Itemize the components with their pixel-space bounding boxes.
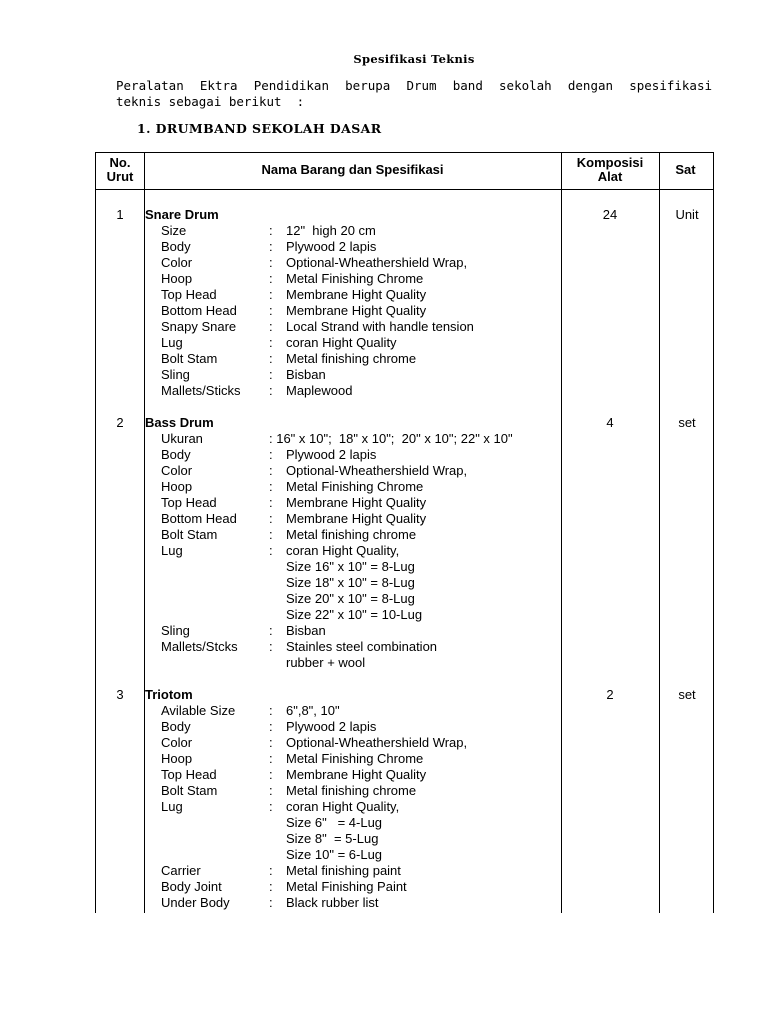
spec-row xyxy=(161,447,561,463)
spec-row xyxy=(161,223,561,239)
spec-row xyxy=(161,543,561,559)
spec-colon: : xyxy=(269,287,273,302)
spec-row xyxy=(161,479,561,495)
spec-row xyxy=(161,735,561,751)
header-no-line1: No. xyxy=(109,155,131,170)
header-no-line2: Urut xyxy=(106,169,134,184)
spec-row xyxy=(161,831,561,847)
spec-key: Color xyxy=(161,255,193,270)
spec-key: Under Body xyxy=(161,895,230,910)
spec-row xyxy=(161,895,561,911)
spec-key: Sling xyxy=(161,367,190,382)
spec-row xyxy=(161,879,561,895)
spec-colon: : xyxy=(269,495,273,510)
spec-row xyxy=(161,559,561,575)
spec-value: Metal finishing chrome xyxy=(286,783,417,798)
item-name: Bass Drum xyxy=(145,415,214,430)
spec-key: Avilable Size xyxy=(161,703,236,718)
spec-value: coran Hight Quality, xyxy=(286,799,400,814)
spec-key: Top Head xyxy=(161,495,217,510)
spec-value: Local Strand with handle tension xyxy=(286,319,474,334)
spec-row xyxy=(161,783,561,799)
spec-value: Plywood 2 lapis xyxy=(286,447,377,462)
spec-value: 6",8", 10" xyxy=(286,703,340,718)
spec-key: Hoop xyxy=(161,479,193,494)
spec-colon: : xyxy=(269,255,273,270)
spec-key: Bottom Head xyxy=(161,511,237,526)
spec-colon: : xyxy=(269,527,273,542)
spec-colon: : xyxy=(269,783,273,798)
spec-key: Hoop xyxy=(161,271,193,286)
spec-value: Membrane Hight Quality xyxy=(286,511,427,526)
spec-value: Size 6" = 4-Lug xyxy=(286,815,383,830)
spec-row xyxy=(161,655,561,671)
spec-row xyxy=(161,575,561,591)
document-title: Spesifikasi Teknis xyxy=(353,52,475,66)
spec-key: Snapy Snare xyxy=(161,319,237,334)
spec-key: Body xyxy=(161,239,191,254)
spec-value: Membrane Hight Quality xyxy=(286,303,427,318)
spec-value: Size 16" x 10" = 8-Lug xyxy=(286,559,415,574)
spec-row xyxy=(161,863,561,879)
spec-colon: : xyxy=(269,335,273,350)
spec-value: rubber + wool xyxy=(286,655,366,670)
spec-table xyxy=(95,152,714,913)
spec-row xyxy=(161,463,561,479)
header-komposisi-line2: Alat xyxy=(597,169,623,184)
spec-row xyxy=(161,767,561,783)
spec-row xyxy=(161,287,561,303)
spec-value: Size 18" x 10" = 8-Lug xyxy=(286,575,415,590)
spec-value: 12" high 20 cm xyxy=(286,223,376,238)
spec-key: Bolt Stam xyxy=(161,527,218,542)
spec-row xyxy=(161,335,561,351)
spec-colon: : xyxy=(269,735,273,750)
spec-key: Bottom Head xyxy=(161,303,237,318)
spec-value: Plywood 2 lapis xyxy=(286,239,377,254)
spec-colon: : xyxy=(269,879,273,894)
spec-row xyxy=(161,799,561,815)
spec-row xyxy=(161,639,561,655)
spec-colon: : xyxy=(269,767,273,782)
section-heading: 1. DRUMBAND SEKOLAH DASAR xyxy=(137,121,382,136)
spec-row xyxy=(161,383,561,399)
header-sat: Sat xyxy=(675,162,696,177)
item-number: 3 xyxy=(116,687,124,702)
spec-colon: : xyxy=(269,351,273,366)
spec-key: Mallets/Stcks xyxy=(161,639,238,654)
spec-key: Mallets/Sticks xyxy=(161,383,241,398)
spec-colon: : xyxy=(269,271,273,286)
intro-line-1: Peralatan Ektra Pendidikan berupa Drum band sekolah dengan spesifikasi xyxy=(116,78,712,93)
spec-value: Membrane Hight Quality xyxy=(286,495,427,510)
spec-value: Size 10" = 6-Lug xyxy=(286,847,383,862)
column-divider xyxy=(659,153,660,913)
column-divider xyxy=(144,153,145,913)
intro-paragraph xyxy=(116,78,712,109)
spec-colon: : xyxy=(269,303,273,318)
spec-colon: : xyxy=(269,479,273,494)
item-number: 2 xyxy=(116,415,124,430)
spec-value: Metal Finishing Chrome xyxy=(286,479,424,494)
spec-row xyxy=(161,703,561,719)
spec-key: Bolt Stam xyxy=(161,351,218,366)
spec-row xyxy=(161,351,561,367)
spec-key: Lug xyxy=(161,335,183,350)
intro-line-2: teknis sebagai berikut : xyxy=(116,93,305,109)
spec-value: Bisban xyxy=(286,623,326,638)
spec-key: Lug xyxy=(161,799,183,814)
spec-key: Top Head xyxy=(161,287,217,302)
spec-value: Membrane Hight Quality xyxy=(286,287,427,302)
spec-colon: : xyxy=(269,623,273,638)
spec-key: Body xyxy=(161,719,191,734)
item-name: Triotom xyxy=(145,687,193,702)
spec-colon: : xyxy=(269,239,273,254)
spec-value: Size 8" = 5-Lug xyxy=(286,831,379,846)
item-quantity: 4 xyxy=(606,415,614,430)
spec-colon: : xyxy=(269,511,273,526)
column-divider xyxy=(561,153,562,913)
item-name: Snare Drum xyxy=(145,207,219,222)
spec-value: Stainles steel combination xyxy=(286,639,438,654)
spec-row xyxy=(161,495,561,511)
item-quantity: 24 xyxy=(602,207,618,222)
spec-colon: : xyxy=(269,383,273,398)
spec-row xyxy=(161,319,561,335)
spec-key: Hoop xyxy=(161,751,193,766)
spec-row xyxy=(161,719,561,735)
spec-value: Maplewood xyxy=(286,383,353,398)
spec-key: Bolt Stam xyxy=(161,783,218,798)
spec-colon: : xyxy=(269,719,273,734)
spec-value: Optional-Wheathershield Wrap, xyxy=(286,735,468,750)
spec-colon: : xyxy=(269,703,273,718)
spec-colon: : xyxy=(269,223,273,238)
item-number: 1 xyxy=(116,207,124,222)
spec-colon: : xyxy=(269,463,273,478)
spec-key: Top Head xyxy=(161,767,217,782)
spec-row xyxy=(161,815,561,831)
spec-value: Bisban xyxy=(286,367,326,382)
spec-value: Optional-Wheathershield Wrap, xyxy=(286,463,468,478)
spec-colon: : xyxy=(269,895,273,910)
spec-key: Carrier xyxy=(161,863,201,878)
spec-key: Size xyxy=(161,223,187,238)
spec-key: Body Joint xyxy=(161,879,222,894)
spec-value: Plywood 2 lapis xyxy=(286,719,377,734)
spec-colon: : xyxy=(269,751,273,766)
spec-value: Optional-Wheathershield Wrap, xyxy=(286,255,468,270)
spec-value: : 16" x 10"; 18" x 10"; 20" x 10"; 22" x 10" xyxy=(269,431,513,446)
spec-value: Size 22" x 10" = 10-Lug xyxy=(286,607,423,622)
spec-value: Membrane Hight Quality xyxy=(286,767,427,782)
spec-row xyxy=(161,511,561,527)
spec-row xyxy=(161,239,561,255)
header-divider xyxy=(96,189,713,190)
spec-value: coran Hight Quality xyxy=(286,335,397,350)
spec-row xyxy=(161,623,561,639)
spec-value: Metal finishing chrome xyxy=(286,527,417,542)
spec-value: Metal Finishing Paint xyxy=(286,879,407,894)
item-unit: set xyxy=(678,415,696,430)
spec-key: Body xyxy=(161,447,191,462)
spec-row xyxy=(161,847,561,863)
spec-row xyxy=(161,607,561,623)
spec-value: Metal finishing paint xyxy=(286,863,401,878)
spec-value: Metal Finishing Chrome xyxy=(286,271,424,286)
spec-colon: : xyxy=(269,639,273,654)
spec-row xyxy=(161,751,561,767)
spec-value: Black rubber list xyxy=(286,895,379,910)
spec-row xyxy=(161,271,561,287)
spec-colon: : xyxy=(269,367,273,382)
spec-colon: : xyxy=(269,863,273,878)
spec-row xyxy=(161,303,561,319)
spec-value: Metal Finishing Chrome xyxy=(286,751,424,766)
header-komposisi xyxy=(561,156,659,184)
spec-value: Size 20" x 10" = 8-Lug xyxy=(286,591,415,606)
header-nama-barang: Nama Barang dan Spesifikasi xyxy=(261,162,444,177)
spec-key: Lug xyxy=(161,543,183,558)
spec-value: Metal finishing chrome xyxy=(286,351,417,366)
spec-row xyxy=(161,255,561,271)
spec-value: coran Hight Quality, xyxy=(286,543,400,558)
spec-key: Color xyxy=(161,463,193,478)
header-komposisi-line1: Komposisi xyxy=(576,155,644,170)
item-quantity: 2 xyxy=(606,687,614,702)
header-no-urut xyxy=(96,156,144,184)
spec-colon: : xyxy=(269,447,273,462)
spec-row xyxy=(161,367,561,383)
spec-row xyxy=(161,591,561,607)
spec-colon: : xyxy=(269,319,273,334)
spec-colon: : xyxy=(269,543,273,558)
spec-key: Sling xyxy=(161,623,190,638)
spec-key: Color xyxy=(161,735,193,750)
spec-colon: : xyxy=(269,799,273,814)
spec-key: Ukuran xyxy=(161,431,203,446)
item-unit: Unit xyxy=(675,207,699,222)
spec-row xyxy=(161,431,561,447)
item-unit: set xyxy=(678,687,696,702)
spec-row xyxy=(161,527,561,543)
